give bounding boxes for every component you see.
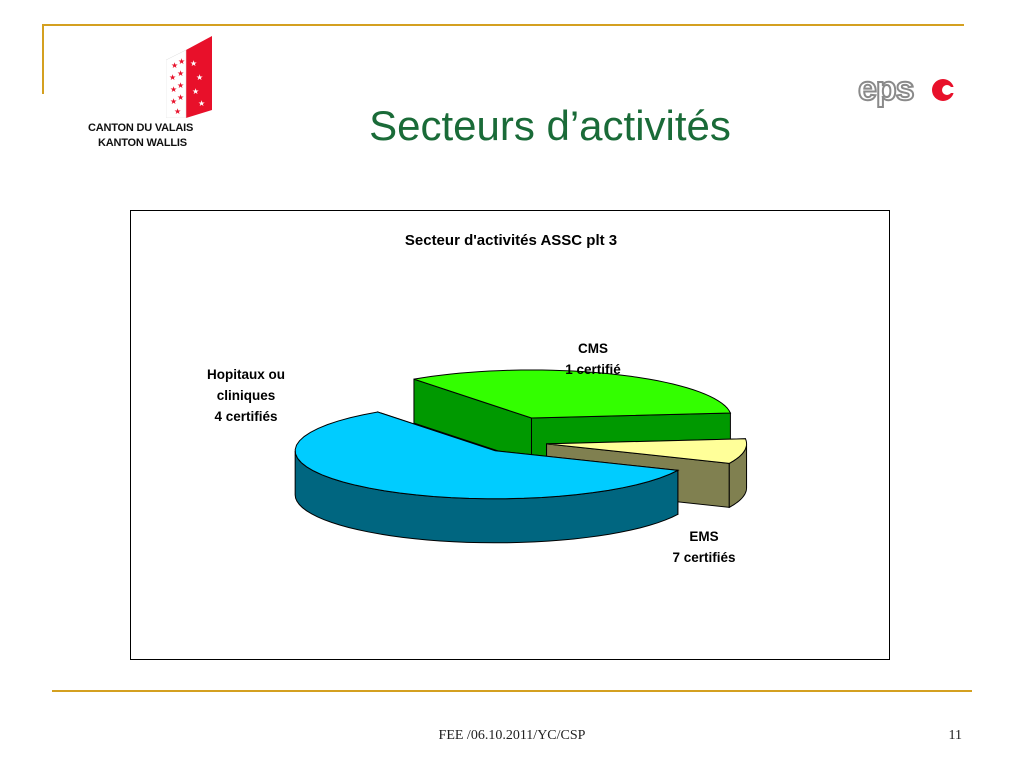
svg-text:★: ★ — [170, 85, 178, 94]
data-label-cms-1: 1 certifié — [565, 362, 621, 377]
data-label-cms-0: CMS — [578, 341, 608, 356]
svg-text:★: ★ — [196, 73, 204, 82]
data-label-hopitaux-ou-cliniques-2: 4 certifiés — [214, 409, 278, 424]
svg-text:★: ★ — [171, 61, 179, 70]
page-number: 11 — [948, 728, 962, 743]
data-label-ems-1: 7 certifiés — [672, 550, 736, 565]
pie-chart — [131, 211, 891, 661]
canton-valais-logo — [84, 36, 214, 154]
svg-text:★: ★ — [170, 97, 178, 106]
svg-text:★: ★ — [198, 99, 206, 108]
svg-text:★: ★ — [178, 57, 186, 66]
svg-text:★: ★ — [177, 69, 185, 78]
svg-text:★: ★ — [174, 107, 182, 116]
data-label-hopitaux-ou-cliniques-0: Hopitaux ou — [207, 367, 285, 382]
svg-text:★: ★ — [177, 81, 185, 90]
page-title: Secteurs d’activités — [369, 102, 731, 149]
canton-name-de: KANTON WALLIS — [98, 137, 187, 149]
svg-text:★: ★ — [177, 93, 185, 102]
chart-title: Secteur d'activités ASSC plt 3 — [404, 232, 618, 249]
left-rule — [42, 24, 44, 94]
svg-text:★: ★ — [169, 73, 177, 82]
epsc-logo — [858, 70, 968, 110]
canton-flag-icon — [166, 36, 212, 118]
svg-text:★: ★ — [190, 59, 198, 68]
svg-text:★: ★ — [192, 87, 200, 96]
canton-name-fr: CANTON DU VALAIS — [88, 122, 194, 134]
svg-text:eps: eps — [858, 70, 914, 108]
bottom-rule — [52, 690, 972, 692]
data-label-hopitaux-ou-cliniques-1: cliniques — [216, 388, 276, 403]
chart-container — [130, 210, 890, 660]
data-label-ems-0: EMS — [689, 529, 719, 544]
top-rule — [42, 24, 964, 26]
footer-text: FEE /06.10.2011/YC/CSP — [438, 728, 586, 743]
